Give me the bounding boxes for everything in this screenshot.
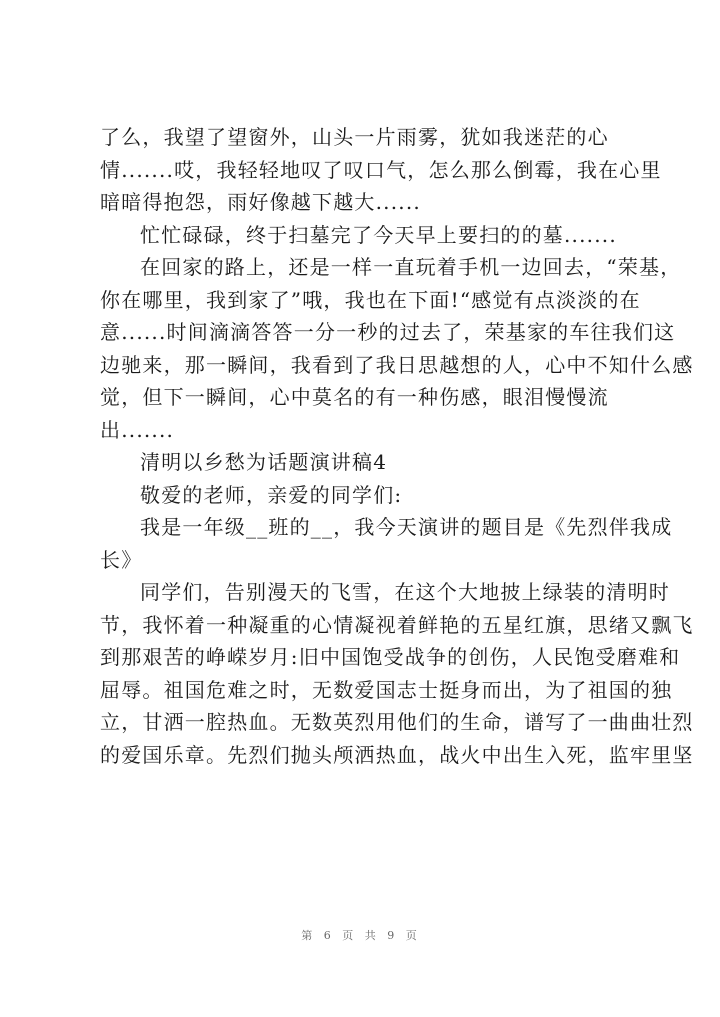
- paragraph-start: 忙忙碌碌，终于扫墓完了今天早上要扫的的墓.......: [140, 222, 617, 247]
- text-line: 情.......哎，我轻轻地叹了叹口气，怎么那么倒霉，我在心里: [100, 157, 662, 182]
- text-line: 意......时间滴滴答答一分一秒的过去了，荣基家的车往我们这: [100, 320, 676, 344]
- text-line: 到那艰苦的峥嵘岁月:旧中国饱受战争的创伤，人民饱受磨难和: [100, 645, 681, 669]
- paragraph-start: 同学们，告别漫天的飞雪，在这个大地披上绿装的清明时: [140, 580, 670, 604]
- text-line: 出.......: [100, 417, 175, 442]
- section-heading: 清明以乡愁为话题演讲稿4: [140, 450, 388, 474]
- text-line: 暗暗得抱怨，雨好像越下越大......: [100, 190, 421, 214]
- text-line: 立，甘洒一腔热血。无数英烈用他们的生命，谱写了一曲曲壮烈: [100, 710, 694, 734]
- text-line: 长》: [100, 547, 143, 572]
- text-line: 你在哪里，我到家了”哦，我也在下面!“感觉有点淡淡的在: [100, 287, 641, 312]
- salutation: 敬爱的老师，亲爱的同学们:: [140, 482, 403, 507]
- page-number-footer: 第 6 页 共 9 页: [301, 929, 419, 942]
- text-line: 了么，我望了望窗外，山头一片雨雾，犹如我迷茫的心: [100, 125, 609, 149]
- document-body: [100, 121, 694, 771]
- text-line: 觉，但下一瞬间，心中莫名的有一种伤感，眼泪慢慢流: [100, 385, 609, 409]
- text-line: 节，我怀着一种凝重的心情凝视着鲜艳的五星红旗，思绪又飘飞: [100, 612, 694, 637]
- text-line: 屈辱。祖国危难之时，无数爱国志士挺身而出，为了祖国的独: [100, 677, 673, 702]
- paragraph-start: 在回家的路上，还是一样一直玩着手机一边回去，“荣基，: [140, 255, 682, 279]
- text-line: 边驰来，那一瞬间，我看到了我日思越想的人，心中不知什么感: [100, 352, 694, 377]
- text-line: 的爱国乐章。先烈们抛头颅洒热血，战火中出生入死，监牢里坚: [100, 742, 694, 767]
- paragraph-start: 我是一年级__班的__，我今天演讲的题目是《先烈伴我成: [140, 515, 673, 539]
